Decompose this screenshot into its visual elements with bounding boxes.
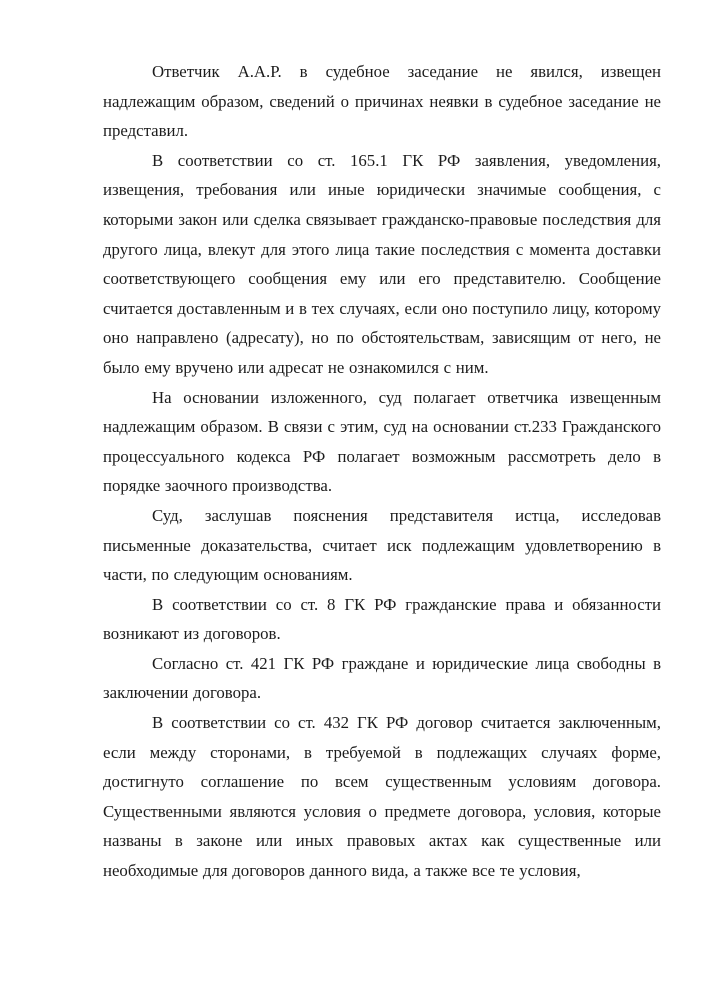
paragraph-article-165-1: В соответствии со ст. 165.1 ГК РФ заявления, уведомления, извещения, требования или иные юридически значимые сообщения, с которыми закон или сделка связывает гражданско-правовые последствия для другого лица, влекут для этого лица такие последствия с момента доставки соответствующего сообщения ему или его представителю. Сообщение считается доставленным и в тех случаях, если оно поступило лицу, которому оно направлено (адресату), но по обстоятельствам, зависящим от него, не было ему вручено или адресат не ознакомился с ним. [103, 150, 661, 377]
paragraph-article-421: Согласно ст. 421 ГК РФ граждане и юридические лица свободны в заключении договора. [103, 653, 661, 703]
paragraph-article-233-default-judgment: На основании изложенного, суд полагает ответчика извещенным надлежащим образом. В связи с этим, суд на основании ст.233 Гражданского процессуального кодекса РФ полагает возможным рассмотреть дело в порядке заочного производства. [103, 387, 661, 496]
paragraph-court-conclusion: Суд, заслушав пояснения представителя истца, исследовав письменные доказательства, считает иск подлежащим удовлетворению в части, по следующим основаниям. [103, 505, 661, 585]
paragraph-defendant-absence: Ответчик А.А.Р. в судебное заседание не явился, извещен надлежащим образом, сведений о причинах неявки в судебное заседание не представил. [103, 62, 661, 141]
paragraph-article-8: В соответствии со ст. 8 ГК РФ гражданские права и обязанности возникают из договоров. [103, 594, 661, 644]
paragraph-article-432: В соответствии со ст. 432 ГК РФ договор считается заключенным, если между сторонами, в требуемой в подлежащих случаях форме, достигнуто соглашение по всем существенным условиям договора. Существенными являются условия о предмете договора, условия, которые названы в законе или иных правовых актах как существенные или необходимые для договоров данного вида, а также все те условия, [103, 713, 661, 881]
